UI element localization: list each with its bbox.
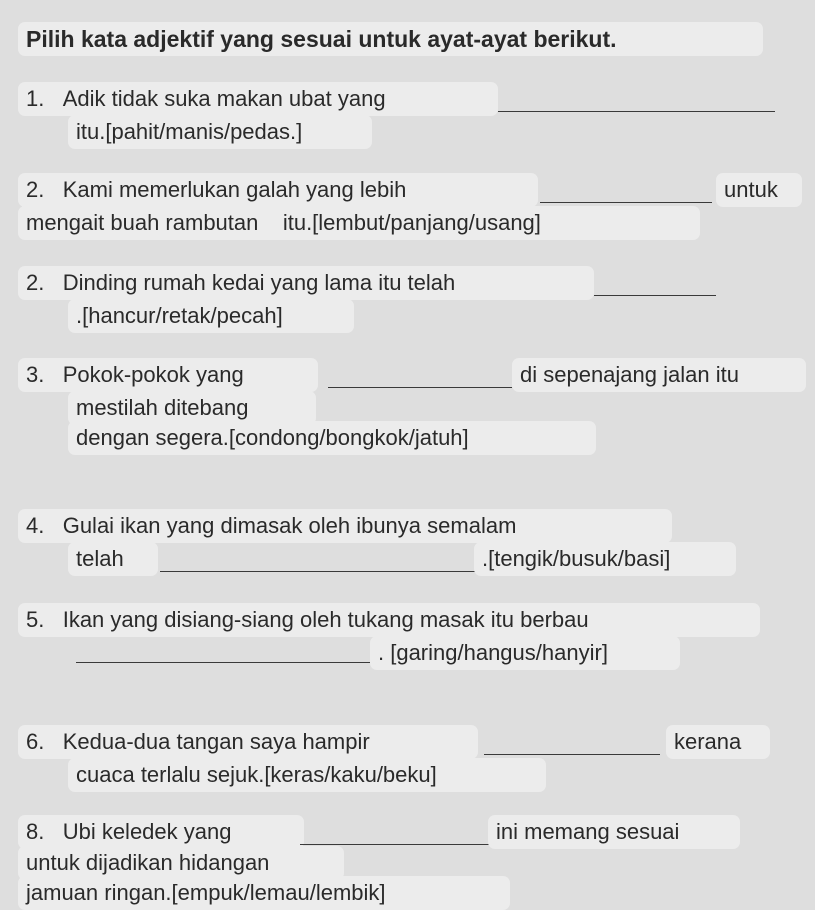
question-3-line-1: [18, 266, 594, 300]
question-1-text-b: itu.[pahit/manis/pedas.]: [76, 119, 303, 144]
question-8-text-c: jamuan ringan.[empuk/lemau/lembik]: [26, 880, 386, 905]
question-6-line-2: [370, 636, 680, 670]
question-7-answer-blank[interactable]: [484, 732, 660, 755]
question-6-text-b: . [garing/hangus/hanyir]: [378, 640, 608, 665]
question-1-text-a: Adik tidak suka makan ubat yang: [62, 86, 386, 111]
question-4-text-c: dengan segera.[condong/bongkok/jatuh]: [76, 425, 469, 450]
question-1-line-1: [18, 82, 498, 116]
question-7-line-2: [68, 758, 546, 792]
question-7-line-1-end: [666, 725, 770, 759]
question-2-number: 2.: [26, 177, 45, 202]
question-5-line-2: [68, 542, 158, 576]
question-3-line-2: [68, 299, 354, 333]
question-6-number: 5.: [26, 607, 45, 632]
question-4-text-a: Pokok-pokok yang: [62, 362, 244, 387]
question-3-text-a: Dinding rumah kedai yang lama itu telah: [62, 270, 456, 295]
question-2-text-a: Kami memerlukan galah yang lebih: [62, 177, 407, 202]
question-8-number: 8.: [26, 819, 45, 844]
question-4-number: 3.: [26, 362, 45, 387]
question-5-text-a: Gulai ikan yang dimasak oleh ibunya semalam: [62, 513, 517, 538]
question-7-text-a: Kedua-dua tangan saya hampir: [62, 729, 370, 754]
question-1-answer-blank[interactable]: [498, 89, 775, 112]
question-8-line-1: [18, 815, 304, 849]
question-7-number: 6.: [26, 729, 45, 754]
question-7-text-a2: kerana: [674, 729, 742, 754]
question-8-answer-blank[interactable]: [300, 822, 490, 845]
title-text: Pilih kata adjektif yang sesuai untuk ayat-ayat berikut.: [26, 26, 617, 52]
question-3-number: 2.: [26, 270, 45, 295]
question-2-line-2: [18, 206, 700, 240]
question-8-line-2: [18, 846, 344, 880]
question-6-answer-blank[interactable]: [76, 640, 376, 663]
question-2-line-1-end: [716, 173, 802, 207]
question-4-text-b: mestilah ditebang: [76, 395, 249, 420]
question-2-answer-blank[interactable]: [540, 180, 712, 203]
question-5-line-1: [18, 509, 672, 543]
question-5-line-2-end: [474, 542, 736, 576]
question-1-line-2: [68, 115, 372, 149]
question-4-line-2: [68, 391, 316, 425]
question-2-text-b1: mengait buah rambutan: [26, 210, 259, 235]
question-6-line-1: [18, 603, 760, 637]
question-8-text-a: Ubi keledek yang: [62, 819, 232, 844]
question-4-line-3: [68, 421, 596, 455]
question-2-text-a2: untuk: [724, 177, 778, 202]
question-5-text-b: telah: [76, 546, 124, 571]
question-8-text-a2: ini memang sesuai: [496, 819, 680, 844]
question-4-answer-blank[interactable]: [328, 365, 512, 388]
question-3-text-b: .[hancur/retak/pecah]: [76, 303, 283, 328]
question-7-text-b: cuaca terlalu sejuk.[keras/kaku/beku]: [76, 762, 437, 787]
question-7-line-1: [18, 725, 478, 759]
question-2-line-1: [18, 173, 538, 207]
question-5-number: 4.: [26, 513, 45, 538]
question-4-text-a2: di sepenajang jalan itu: [520, 362, 739, 387]
question-8-line-1-end: [488, 815, 740, 849]
question-5-answer-blank[interactable]: [160, 549, 482, 572]
question-4-line-1: [18, 358, 318, 392]
question-8-text-b: untuk dijadikan hidangan: [26, 850, 270, 875]
question-4-line-1-end: [512, 358, 806, 392]
question-1-number: 1.: [26, 86, 45, 111]
question-3-answer-blank[interactable]: [594, 273, 716, 296]
question-6-text-a: Ikan yang disiang-siang oleh tukang masak itu berbau: [62, 607, 589, 632]
question-2-text-b2: itu.[lembut/panjang/usang]: [282, 210, 541, 235]
question-5-text-b2: .[tengik/busuk/basi]: [482, 546, 671, 571]
page-title: [18, 22, 763, 56]
